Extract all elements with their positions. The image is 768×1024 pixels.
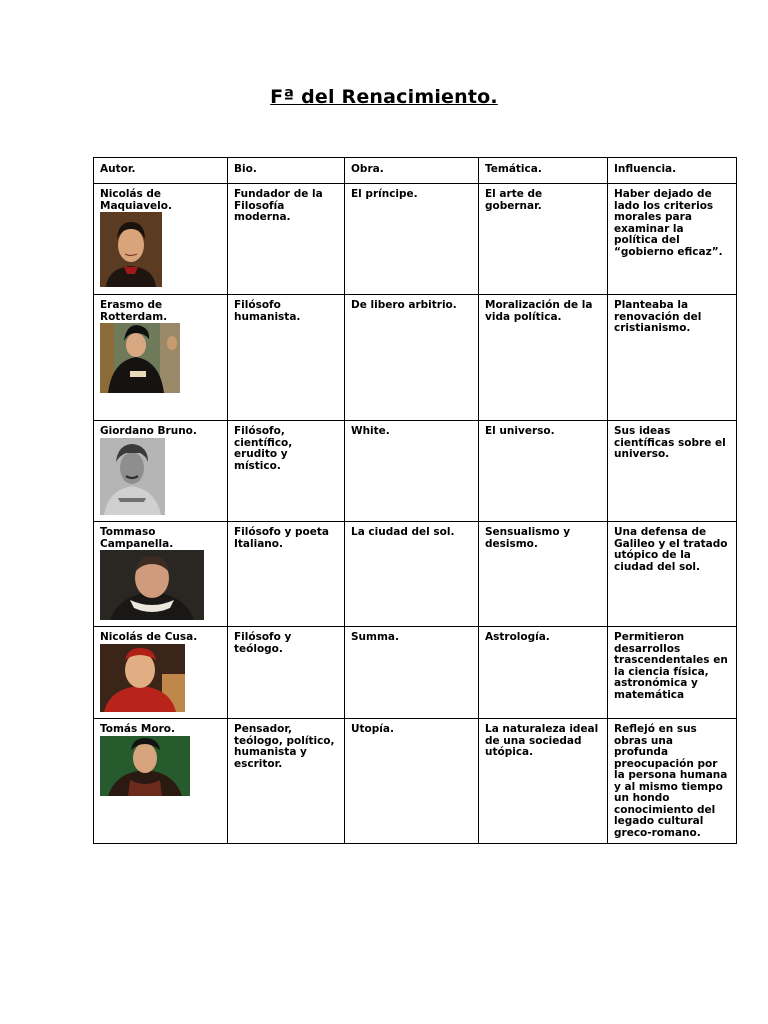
table-row <box>94 719 737 844</box>
portrait-maquiavelo <box>100 212 162 287</box>
header-autor: Autor. <box>94 158 228 184</box>
page-title: Fª del Renacimiento. <box>270 86 498 108</box>
cell-influencia: Permitieron desarrollos trascendentales en la ciencia física, astronómica y matemática <box>608 627 737 719</box>
cell-bio: Fundador de la Filosofía moderna. <box>228 184 345 295</box>
cell-obra: El príncipe. <box>345 184 479 295</box>
portrait-bruno <box>100 438 165 515</box>
table-row <box>94 627 737 719</box>
cell-autor <box>94 522 228 627</box>
cell-tematica: Moralización de la vida política. <box>479 295 608 421</box>
autor-name: Tomás Moro. <box>100 723 175 735</box>
cell-autor <box>94 295 228 421</box>
cell-autor <box>94 719 228 844</box>
cell-obra: La ciudad del sol. <box>345 522 479 627</box>
cell-obra: Utopía. <box>345 719 479 844</box>
philosophers-table <box>93 157 737 844</box>
header-bio: Bio. <box>228 158 345 184</box>
portrait-cusa <box>100 644 185 712</box>
autor-name: Erasmo de Rotterdam. <box>100 299 168 323</box>
cell-influencia: Haber dejado de lado los criterios morales para examinar la política del “gobierno eficaz”. <box>608 184 737 295</box>
autor-name: Nicolás de Maquiavelo. <box>100 188 172 212</box>
portrait-moro <box>100 736 190 796</box>
cell-bio: Filósofo y teólogo. <box>228 627 345 719</box>
cell-bio: Filósofo y poeta Italiano. <box>228 522 345 627</box>
cell-tematica: El arte de gobernar. <box>479 184 608 295</box>
cell-obra: Summa. <box>345 627 479 719</box>
header-influencia: Influencia. <box>608 158 737 184</box>
cell-autor <box>94 184 228 295</box>
table-row <box>94 421 737 522</box>
cell-autor <box>94 421 228 522</box>
cell-bio: Filósofo, científico, erudito y místico. <box>228 421 345 522</box>
cell-autor <box>94 627 228 719</box>
portrait-campanella <box>100 550 204 620</box>
cell-tematica: Astrología. <box>479 627 608 719</box>
cell-tematica: El universo. <box>479 421 608 522</box>
cell-obra: White. <box>345 421 479 522</box>
header-tematica: Temática. <box>479 158 608 184</box>
header-obra: Obra. <box>345 158 479 184</box>
cell-obra: De libero arbitrio. <box>345 295 479 421</box>
cell-influencia: Sus ideas científicas sobre el universo. <box>608 421 737 522</box>
autor-name: Nicolás de Cusa. <box>100 631 198 643</box>
portrait-erasmo <box>100 323 180 393</box>
cell-influencia: Reflejó en sus obras una profunda preocupación por la persona humana y al mismo tiempo un hondo conocimiento del legado cultural greco-romano. <box>608 719 737 844</box>
autor-name: Tommaso Campanella. <box>100 526 174 550</box>
table-row <box>94 522 737 627</box>
cell-bio: Filósofo humanista. <box>228 295 345 421</box>
table-row <box>94 295 737 421</box>
cell-influencia: Una defensa de Galileo y el tratado utópico de la ciudad del sol. <box>608 522 737 627</box>
table-header-row <box>94 158 737 184</box>
cell-tematica: Sensualismo y desismo. <box>479 522 608 627</box>
cell-influencia: Planteaba la renovación del cristianismo. <box>608 295 737 421</box>
autor-name: Giordano Bruno. <box>100 425 197 437</box>
cell-tematica: La naturaleza ideal de una sociedad utópica. <box>479 719 608 844</box>
table-row <box>94 184 737 295</box>
cell-bio: Pensador, teólogo, político, humanista y escritor. <box>228 719 345 844</box>
